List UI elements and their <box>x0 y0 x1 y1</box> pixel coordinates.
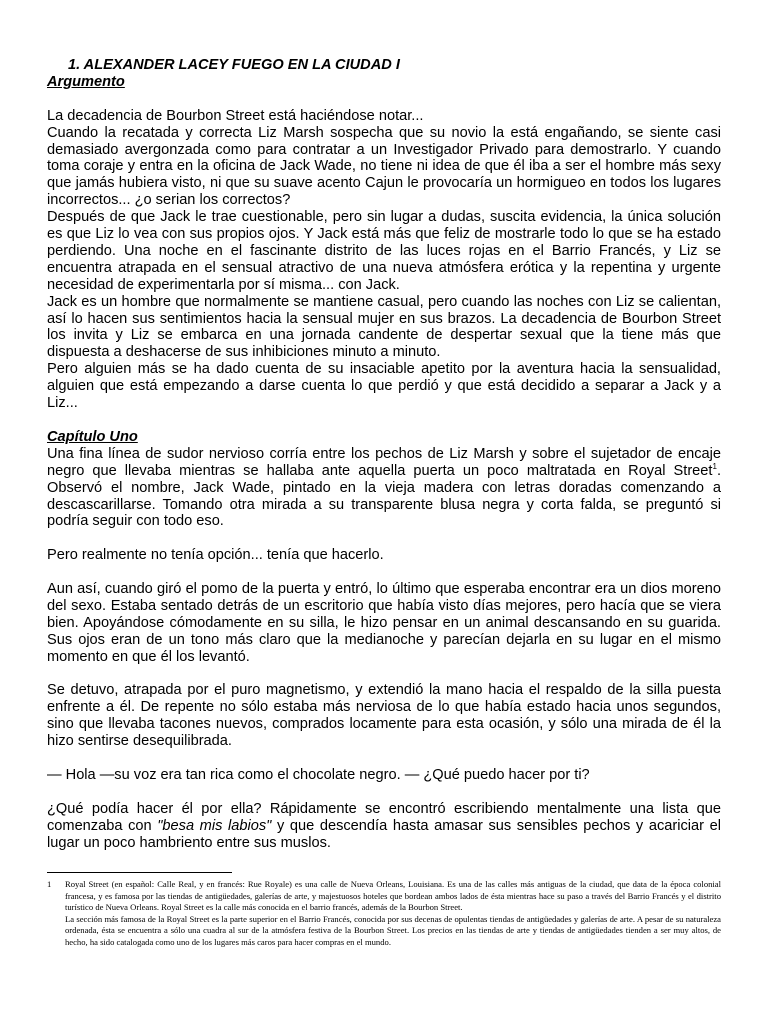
chapter-title: 1. ALEXANDER LACEY FUEGO EN LA CIUDAD I <box>68 57 400 73</box>
paragraph-text: y que descendía hasta amasar sus sensibles pechos y acariciar el lugar un poco hambriento entre sus muslos. <box>47 817 721 851</box>
argumento-paragraph: Después de que Jack le trae cuestionable, pero sin lugar a dudas, suscita evidencia, la única solución es que Liz lo vea con sus propios ojos. Y Jack está más que feliz de mostrarle todo lo que se ha estado perdiendo. Una noche en el fascinante distrito de las luces rojas en el Barrio Francés, y Liz se encuentra atrapada en el sensual atractivo de una nueva atmósfera erótica y la repentina y urgente necesidad de experimentarla por sí misma... con Jack. <box>47 209 721 293</box>
footnote <box>47 879 721 948</box>
spacer <box>47 91 721 108</box>
argumento-paragraph: Jack es un hombre que normalmente se mantiene casual, pero cuando las noches con Liz se calientan, así lo hacen sus sentimientos hacia la sensual mujer en sus brazos. La decadencia de Bourbon Street los invita y Liz se embarca en una jornada candente de despertar sexual que la tiene más que dispuesta a deshacerse de sus inhibiciones minuto a minuto. <box>47 293 721 361</box>
chapter-paragraph: Pero realmente no tenía opción... tenía que hacerlo. <box>47 547 384 564</box>
footnote-number: 1 <box>47 879 52 889</box>
chapter-paragraph <box>47 446 721 531</box>
argumento-paragraph: Pero alguien más se ha dado cuenta de su insaciable apetito por la aventura hacia la sensualidad, alguien que está empezando a darse cuenta lo que perdió y que está decidido a separar a Jack y a Liz... <box>47 361 721 412</box>
spacer <box>47 784 721 801</box>
argumento-paragraph: Cuando la recatada y correcta Liz Marsh sospecha que su novio la está engañando, se siente casi demasiado avergonzada como para contratar a un Investigador Privado para demostrarlo. Y cuando toma coraje y entra en la oficina de Jack Wade, no tiene ni idea de que él iba a ser el hombre más sexy que jamás hubiera visto, ni que su suave acento Cajun le provocaría un hormigueo en todos los lugares incorrectos... ¿o serian los correctos? <box>47 124 721 209</box>
dialogue-line: — Hola —su voz era tan rica como el chocolate negro. — ¿Qué puedo hacer por ti? <box>47 766 590 783</box>
argumento-heading: Argumento <box>47 73 125 90</box>
paragraph-text: Una fina línea de sudor nervioso corría entre los pechos de Liz Marsh y sobre el sujetador de encaje negro que llevaba mientras se hallaba ante aquella puerta un poco maltratada en Royal Street <box>47 445 721 479</box>
quoted-phrase: "besa mis labios" <box>157 817 272 834</box>
chapter-paragraph <box>47 801 721 852</box>
document-body <box>47 57 721 851</box>
paragraph-text: . Observó el nombre, Jack Wade, pintado en la vieja madera con letras doradas comenzando a descascarillarse. Tomando otra mirada a su transparente blusa negra y corta falda, se preguntó si podría seguir con todo eso. <box>47 462 721 530</box>
spacer <box>47 564 721 581</box>
capitulo-heading: Capítulo Uno <box>47 428 138 445</box>
footnote-paragraph: Royal Street (en español: Calle Real, y en francés: Rue Royale) es una calle de Nueva Orleans, Louisiana. Es una de las calles más antiguas de la ciudad, que data de la época colonial francesa, y es famosa por las tiendas de antigüedades, galerías de arte, y majestuosos hoteles que bordean ambos lados de ésta mientras hace su paso a través del Barrio Francés y el distrito turístico de Nueva Orleans. Royal Street es la calle más conocida en el barrio francés, además de la Bourbon Street. <box>65 879 721 912</box>
footnote-divider <box>47 872 232 873</box>
spacer <box>47 750 721 767</box>
chapter-paragraph: Aun así, cuando giró el pomo de la puerta y entró, lo último que esperaba encontrar era un dios moreno del sexo. Estaba sentado detrás de un escritorio que había visto días mejores, pero hacía que se viera bien. Apoyándose cómodamente en su silla, le hizo pensar en un animal descansando en su guarida. Sus ojos eran de un tono más claro que la medianoche y parecían dejarla en su lugar en el mismo momento en que él los levantó. <box>47 581 721 665</box>
spacer <box>47 412 721 429</box>
spacer <box>47 530 721 547</box>
paragraph-text: ¿Qué podía hacer él por ella? Rápidamente se encontró escribiendo mentalmente una lista que comenzaba con <box>47 800 721 834</box>
argumento-paragraph: La decadencia de Bourbon Street está haciéndose notar... <box>47 107 424 124</box>
spacer <box>47 666 721 683</box>
footnote-body <box>65 879 721 948</box>
footnote-reference: 1 <box>712 461 717 471</box>
chapter-paragraph: Se detuvo, atrapada por el puro magnetismo, y extendió la mano hacia el respaldo de la silla puesta enfrente a él. De repente no sólo estaba más nerviosa de lo que había estado hacia unos segundos, sino que llevaba tacones nuevos, comprados locamente para esta ocasión, y sólo una mirada de él la hizo sentirse desequilibrada. <box>47 682 721 750</box>
footnote-paragraph: La sección más famosa de la Royal Street es la parte superior en el Barrio Francés, conocida por sus decenas de opulentas tiendas de antigüedades y galerías de arte. A pesar de su naturaleza ordenada, ésta se encuentra a sólo una cuadra al sur de la atmósfera festiva de la Bourbon Street. Los precios en las tiendas de arte y tiendas de antigüedades tienden a ser muy altos, de hecho, ha sido catalogada como uno de los lugares más caros para hacer compras en el mundo. <box>65 913 721 947</box>
